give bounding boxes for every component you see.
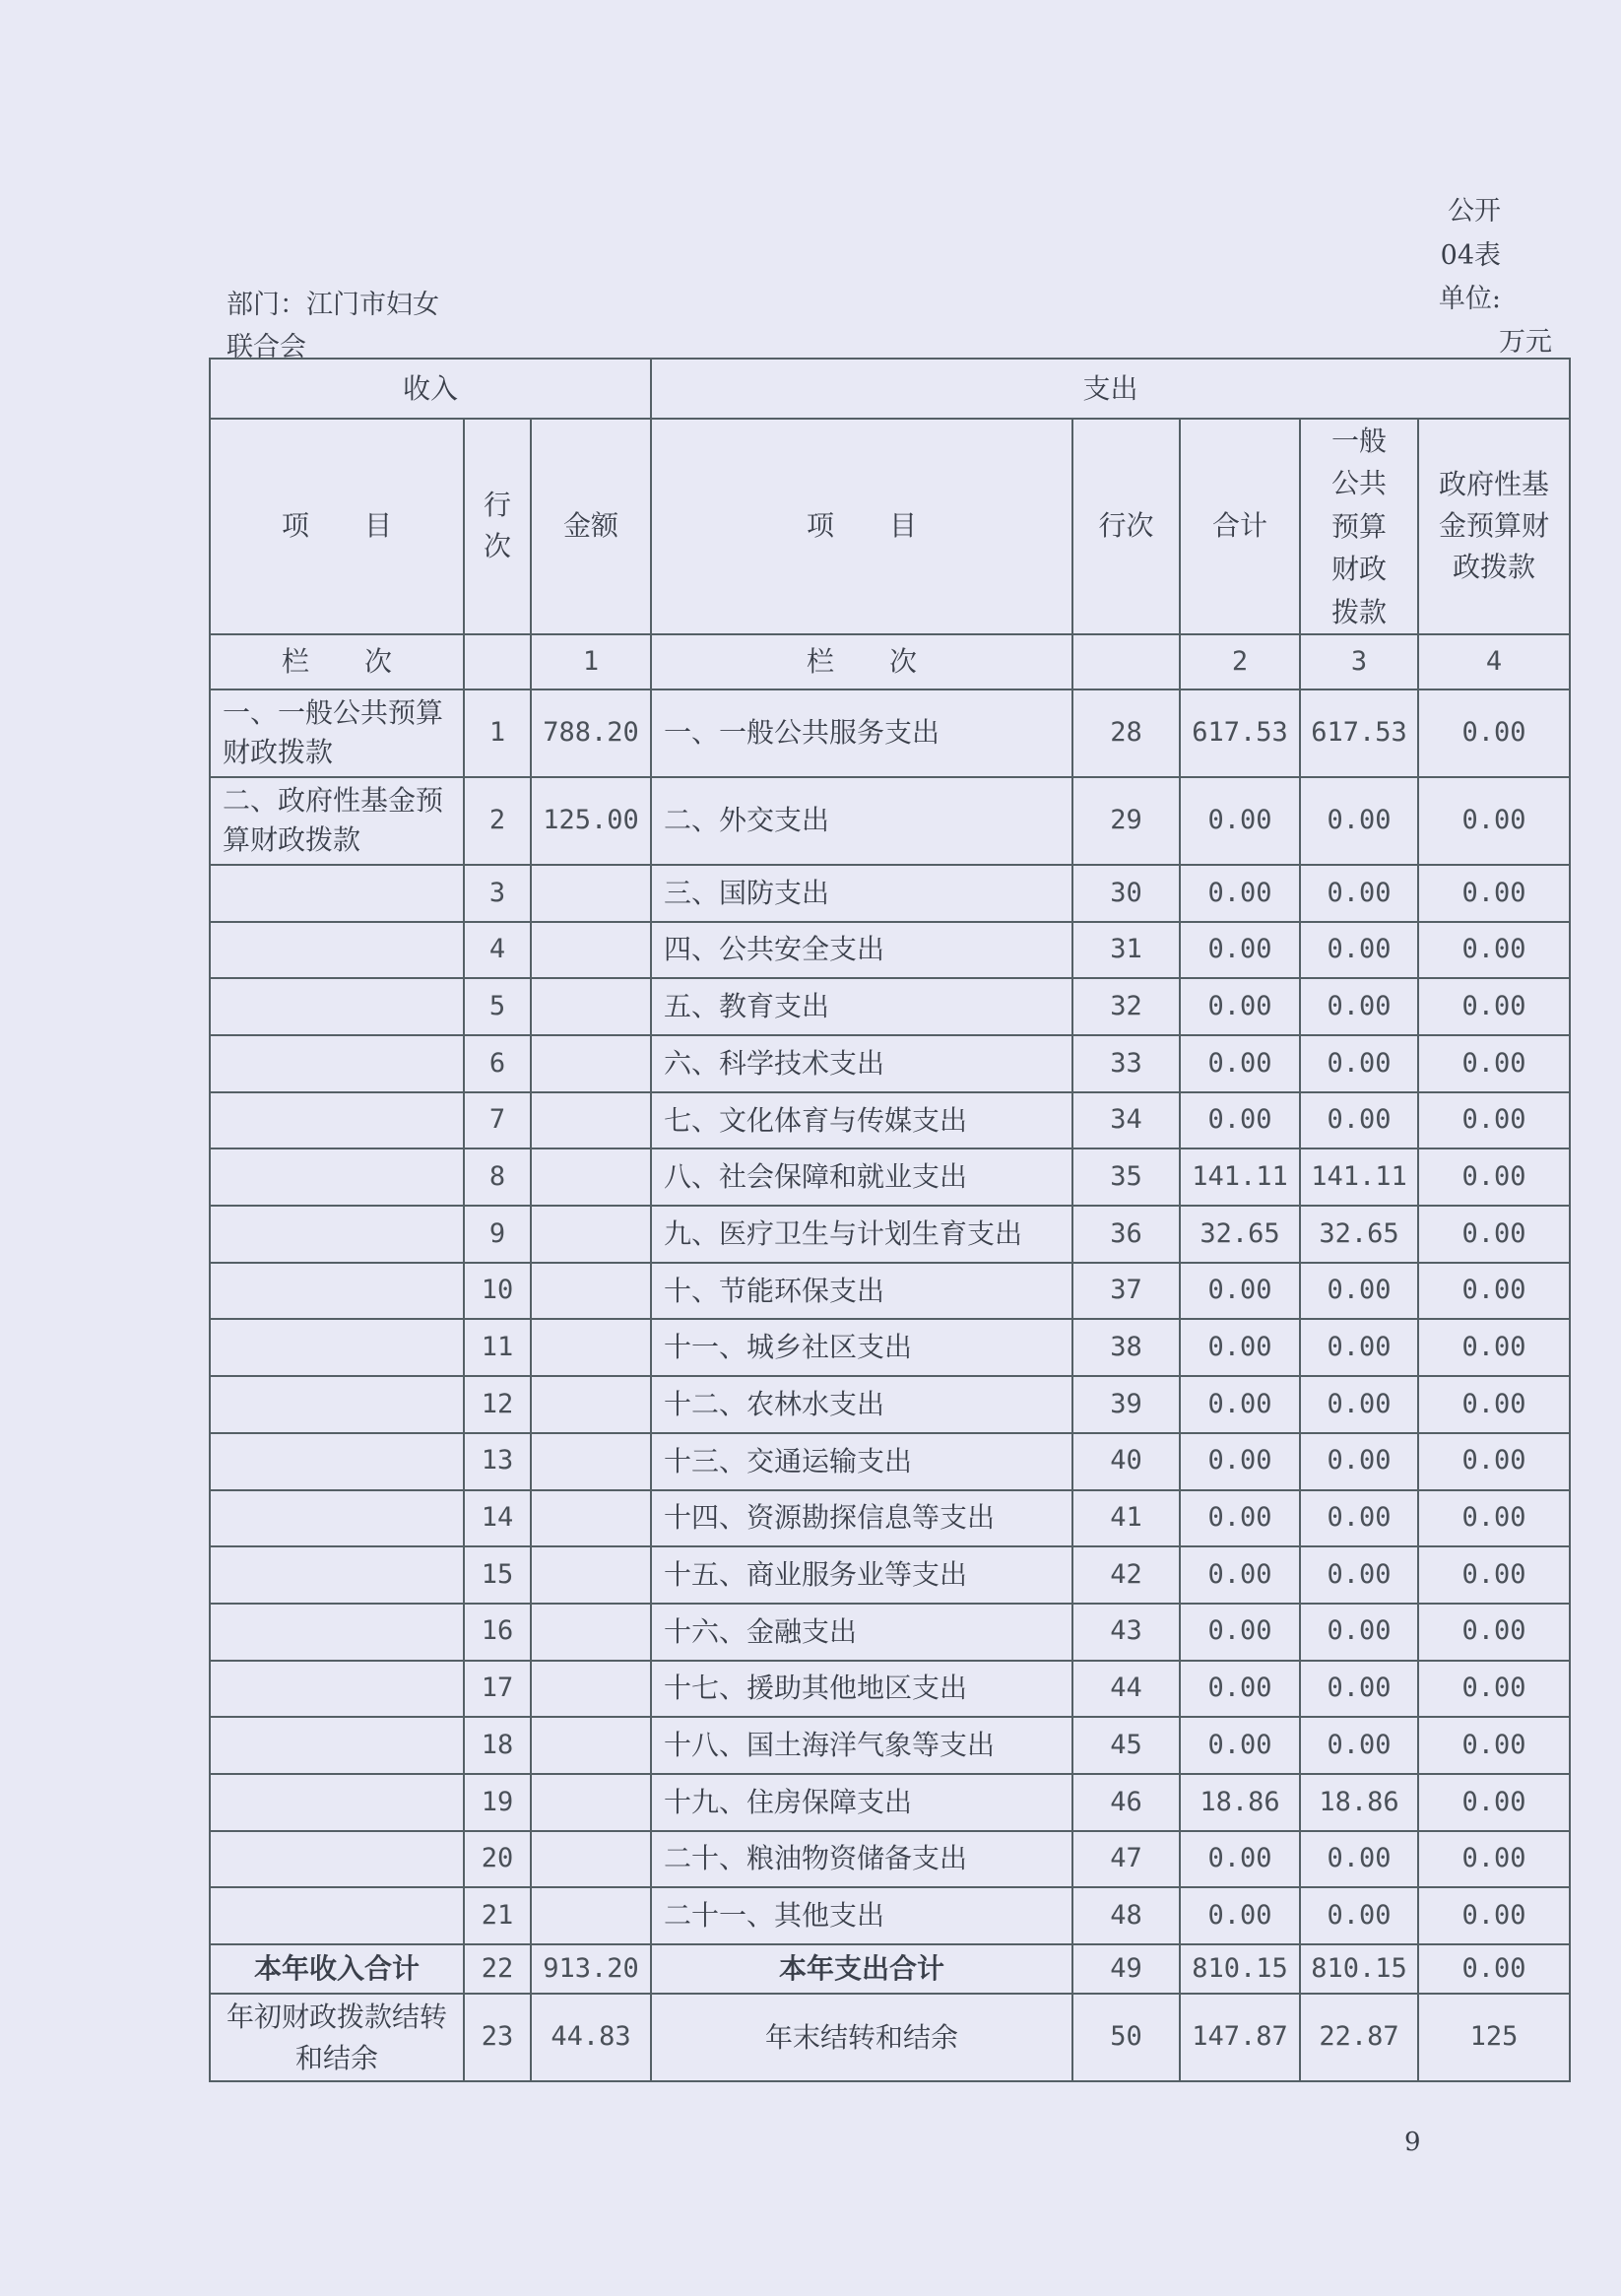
expense-row-no: 44	[1072, 1661, 1180, 1718]
table-number: 04表	[1440, 240, 1501, 271]
income-amount	[531, 1546, 651, 1604]
page-number: 9	[1404, 2128, 1421, 2157]
general-budget-amount: 810.15	[1300, 1944, 1418, 1994]
expense-row-no: 40	[1072, 1433, 1180, 1490]
expense-item: 十七、援助其他地区支出	[651, 1661, 1072, 1718]
fund-budget-amount: 0.00	[1418, 1661, 1570, 1718]
income-row-no: 6	[464, 1035, 531, 1092]
table-row	[210, 1319, 1570, 1376]
column-index-4: 4	[1418, 634, 1570, 689]
unit-value: 万元	[1499, 327, 1552, 358]
income-item: 本年收入合计	[210, 1944, 464, 1994]
income-row-no: 12	[464, 1376, 531, 1433]
income-amount	[531, 978, 651, 1035]
general-budget-amount: 18.86	[1300, 1774, 1418, 1831]
expense-row-no: 49	[1072, 1944, 1180, 1994]
general-budget-amount: 0.00	[1300, 1092, 1418, 1149]
fund-budget-amount: 0.00	[1418, 1490, 1570, 1547]
fund-budget-amount: 0.00	[1418, 1717, 1570, 1774]
income-row-no: 20	[464, 1831, 531, 1888]
expense-column-index-label: 栏 次	[651, 634, 1072, 689]
general-budget-amount: 0.00	[1300, 1319, 1418, 1376]
fund-budget-amount: 0.00	[1418, 689, 1570, 777]
expense-total: 0.00	[1180, 1546, 1300, 1604]
expense-row-no: 45	[1072, 1717, 1180, 1774]
table-row	[210, 1831, 1570, 1888]
fund-budget-amount: 0.00	[1418, 1148, 1570, 1206]
general-budget-amount: 0.00	[1300, 865, 1418, 922]
income-item	[210, 1035, 464, 1092]
income-column-index-label: 栏 次	[210, 634, 464, 689]
expense-row-no: 35	[1072, 1148, 1180, 1206]
table-row	[210, 1546, 1570, 1604]
table-row	[210, 1035, 1570, 1092]
table-row	[210, 1376, 1570, 1433]
general-budget-amount: 0.00	[1300, 1831, 1418, 1888]
income-amount	[531, 1717, 651, 1774]
empty-cell	[1072, 634, 1180, 689]
income-item	[210, 1717, 464, 1774]
income-item-header: 项 目	[210, 419, 464, 634]
expense-total: 0.00	[1180, 1661, 1300, 1718]
expense-item: 二十一、其他支出	[651, 1887, 1072, 1944]
fund-budget-amount: 0.00	[1418, 1319, 1570, 1376]
income-amount	[531, 1092, 651, 1149]
table-row	[210, 1206, 1570, 1263]
income-header: 收入	[210, 359, 651, 419]
budget-table	[209, 358, 1571, 2082]
expense-total: 18.86	[1180, 1774, 1300, 1831]
income-amount	[531, 1035, 651, 1092]
general-budget-amount: 0.00	[1300, 1433, 1418, 1490]
expense-total: 0.00	[1180, 777, 1300, 865]
expense-total: 0.00	[1180, 1092, 1300, 1149]
income-row-no: 13	[464, 1433, 531, 1490]
income-row-no: 9	[464, 1206, 531, 1263]
general-budget-amount: 0.00	[1300, 1887, 1418, 1944]
expense-item: 十五、商业服务业等支出	[651, 1546, 1072, 1604]
expense-total: 0.00	[1180, 1831, 1300, 1888]
table-row	[210, 1263, 1570, 1320]
income-amount	[531, 1831, 651, 1888]
expense-total: 0.00	[1180, 1433, 1300, 1490]
column-index-3: 3	[1300, 634, 1418, 689]
fund-budget-amount: 0.00	[1418, 1035, 1570, 1092]
table-row	[210, 1148, 1570, 1206]
income-row-no: 4	[464, 922, 531, 979]
expense-total: 0.00	[1180, 1887, 1300, 1944]
income-item: 二、政府性基金预算财政拨款	[210, 777, 464, 865]
expense-item: 三、国防支出	[651, 865, 1072, 922]
income-amount	[531, 1319, 651, 1376]
expense-total: 0.00	[1180, 1319, 1300, 1376]
income-row-no: 14	[464, 1490, 531, 1547]
expense-row-no: 43	[1072, 1604, 1180, 1661]
expense-row-no: 28	[1072, 689, 1180, 777]
general-budget-amount: 0.00	[1300, 1661, 1418, 1718]
expense-total: 0.00	[1180, 1035, 1300, 1092]
income-amount	[531, 1148, 651, 1206]
expense-item: 十四、资源勘探信息等支出	[651, 1490, 1072, 1547]
fund-budget-amount: 0.00	[1418, 1206, 1570, 1263]
table-row	[210, 1490, 1570, 1547]
general-budget-amount: 0.00	[1300, 1546, 1418, 1604]
general-budget-amount: 0.00	[1300, 1717, 1418, 1774]
fund-budget-amount: 125	[1418, 1994, 1570, 2081]
income-amount: 125.00	[531, 777, 651, 865]
general-budget-amount: 0.00	[1300, 1035, 1418, 1092]
expense-total: 0.00	[1180, 922, 1300, 979]
expense-item: 本年支出合计	[651, 1944, 1072, 1994]
table-row	[210, 1092, 1570, 1149]
income-item	[210, 865, 464, 922]
income-row-no: 10	[464, 1263, 531, 1320]
income-row-no: 5	[464, 978, 531, 1035]
table-row	[210, 1887, 1570, 1944]
income-item	[210, 1376, 464, 1433]
fund-budget-amount: 0.00	[1418, 1887, 1570, 1944]
fund-budget-amount: 0.00	[1418, 865, 1570, 922]
income-amount	[531, 1263, 651, 1320]
expense-total: 617.53	[1180, 689, 1300, 777]
expense-row-no-header: 行次	[1072, 419, 1180, 634]
income-amount	[531, 1604, 651, 1661]
expense-total: 0.00	[1180, 1490, 1300, 1547]
table-row	[210, 777, 1570, 865]
income-row-no: 22	[464, 1944, 531, 1994]
expense-total: 0.00	[1180, 865, 1300, 922]
expense-item: 七、文化体育与传媒支出	[651, 1092, 1072, 1149]
income-row-no: 19	[464, 1774, 531, 1831]
income-amount: 788.20	[531, 689, 651, 777]
expense-row-no: 48	[1072, 1887, 1180, 1944]
expense-total: 147.87	[1180, 1994, 1300, 2081]
income-item	[210, 1546, 464, 1604]
income-row-no-header: 行 次	[464, 419, 531, 634]
fund-budget-header: 政府性基金预算财政拨款	[1418, 419, 1570, 634]
expense-row-no: 37	[1072, 1263, 1180, 1320]
expense-item: 年末结转和结余	[651, 1994, 1072, 2081]
expense-row-no: 34	[1072, 1092, 1180, 1149]
department-line1: 部门：江门市妇女	[227, 290, 439, 320]
fund-budget-amount: 0.00	[1418, 1944, 1570, 1994]
expense-item: 十、节能环保支出	[651, 1263, 1072, 1320]
income-item	[210, 1490, 464, 1547]
expense-total: 0.00	[1180, 1604, 1300, 1661]
expense-item: 四、公共安全支出	[651, 922, 1072, 979]
expense-row-no: 29	[1072, 777, 1180, 865]
expense-item: 二十、粮油物资储备支出	[651, 1831, 1072, 1888]
table-row	[210, 1774, 1570, 1831]
amount-header: 金额	[531, 419, 651, 634]
expense-total: 32.65	[1180, 1206, 1300, 1263]
general-budget-amount: 0.00	[1300, 1263, 1418, 1320]
expense-total: 810.15	[1180, 1944, 1300, 1994]
fund-budget-amount: 0.00	[1418, 777, 1570, 865]
expense-row-no: 32	[1072, 978, 1180, 1035]
fund-budget-amount: 0.00	[1418, 1263, 1570, 1320]
income-item	[210, 1604, 464, 1661]
expense-row-no: 47	[1072, 1831, 1180, 1888]
column-index-2: 2	[1180, 634, 1300, 689]
income-item: 年初财政拨款结转和结余	[210, 1994, 464, 2081]
income-item	[210, 1319, 464, 1376]
expense-row-no: 46	[1072, 1774, 1180, 1831]
expense-total: 0.00	[1180, 1717, 1300, 1774]
income-item	[210, 1148, 464, 1206]
expense-row-no: 41	[1072, 1490, 1180, 1547]
income-row-no: 23	[464, 1994, 531, 2081]
income-row-no: 1	[464, 689, 531, 777]
income-amount	[531, 1887, 651, 1944]
expense-row-no: 42	[1072, 1546, 1180, 1604]
total-header: 合计	[1180, 419, 1300, 634]
income-amount	[531, 1774, 651, 1831]
column-index-1: 1	[531, 634, 651, 689]
income-row-no: 11	[464, 1319, 531, 1376]
income-amount: 913.20	[531, 1944, 651, 1994]
expense-item-header: 项 目	[651, 419, 1072, 634]
expense-item: 五、教育支出	[651, 978, 1072, 1035]
income-amount	[531, 865, 651, 922]
fund-budget-amount: 0.00	[1418, 1774, 1570, 1831]
income-item	[210, 1206, 464, 1263]
table-row	[210, 1717, 1570, 1774]
expense-item: 六、科学技术支出	[651, 1035, 1072, 1092]
table-row	[210, 1661, 1570, 1718]
expense-total: 0.00	[1180, 1376, 1300, 1433]
income-row-no: 16	[464, 1604, 531, 1661]
general-budget-amount: 22.87	[1300, 1994, 1418, 2081]
income-amount	[531, 922, 651, 979]
income-row-no: 17	[464, 1661, 531, 1718]
table-row	[210, 1944, 1570, 1994]
income-item	[210, 1887, 464, 1944]
expense-row-no: 30	[1072, 865, 1180, 922]
expense-row-no: 39	[1072, 1376, 1180, 1433]
income-item	[210, 922, 464, 979]
expense-total: 0.00	[1180, 978, 1300, 1035]
expense-row-no: 31	[1072, 922, 1180, 979]
income-amount	[531, 1433, 651, 1490]
expense-item: 十六、金融支出	[651, 1604, 1072, 1661]
income-row-no: 18	[464, 1717, 531, 1774]
fund-budget-amount: 0.00	[1418, 1546, 1570, 1604]
income-row-no: 8	[464, 1148, 531, 1206]
income-item	[210, 1774, 464, 1831]
general-budget-amount: 0.00	[1300, 1490, 1418, 1547]
general-budget-amount: 0.00	[1300, 777, 1418, 865]
expense-header: 支出	[651, 359, 1570, 419]
expense-row-no: 33	[1072, 1035, 1180, 1092]
income-item: 一、一般公共预算财政拨款	[210, 689, 464, 777]
table-row	[210, 1994, 1570, 2081]
table-row	[210, 1604, 1570, 1661]
general-budget-amount: 617.53	[1300, 689, 1418, 777]
fund-budget-amount: 0.00	[1418, 1092, 1570, 1149]
expense-item: 八、社会保障和就业支出	[651, 1148, 1072, 1206]
general-budget-header: 一般公共预算财政拨款	[1300, 419, 1418, 634]
income-row-no: 3	[464, 865, 531, 922]
general-budget-amount: 32.65	[1300, 1206, 1418, 1263]
fund-budget-amount: 0.00	[1418, 1604, 1570, 1661]
expense-item: 十八、国土海洋气象等支出	[651, 1717, 1072, 1774]
income-row-no: 21	[464, 1887, 531, 1944]
expense-item: 九、医疗卫生与计划生育支出	[651, 1206, 1072, 1263]
expense-item: 十九、住房保障支出	[651, 1774, 1072, 1831]
unit-label: 单位:	[1438, 284, 1501, 314]
fund-budget-amount: 0.00	[1418, 922, 1570, 979]
expense-row-no: 36	[1072, 1206, 1180, 1263]
fund-budget-amount: 0.00	[1418, 978, 1570, 1035]
expense-total: 0.00	[1180, 1263, 1300, 1320]
table-row	[210, 1433, 1570, 1490]
income-item	[210, 1831, 464, 1888]
fund-budget-amount: 0.00	[1418, 1433, 1570, 1490]
empty-cell	[464, 634, 531, 689]
expense-item: 二、外交支出	[651, 777, 1072, 865]
public-label: 公开	[1448, 196, 1501, 227]
expense-item: 十三、交通运输支出	[651, 1433, 1072, 1490]
table-row	[210, 978, 1570, 1035]
income-amount	[531, 1490, 651, 1547]
department-line2: 联合会	[227, 332, 306, 362]
fund-budget-amount: 0.00	[1418, 1831, 1570, 1888]
income-item	[210, 1092, 464, 1149]
income-item	[210, 1433, 464, 1490]
income-item	[210, 1263, 464, 1320]
table-row	[210, 922, 1570, 979]
income-row-no: 15	[464, 1546, 531, 1604]
expense-row-no: 50	[1072, 1994, 1180, 2081]
income-item	[210, 978, 464, 1035]
income-amount	[531, 1661, 651, 1718]
general-budget-amount: 141.11	[1300, 1148, 1418, 1206]
income-amount: 44.83	[531, 1994, 651, 2081]
table-row	[210, 865, 1570, 922]
general-budget-amount: 0.00	[1300, 1604, 1418, 1661]
income-amount	[531, 1206, 651, 1263]
fund-budget-amount: 0.00	[1418, 1376, 1570, 1433]
income-amount	[531, 1376, 651, 1433]
general-budget-amount: 0.00	[1300, 1376, 1418, 1433]
expense-item: 十一、城乡社区支出	[651, 1319, 1072, 1376]
income-item	[210, 1661, 464, 1718]
expense-row-no: 38	[1072, 1319, 1180, 1376]
general-budget-amount: 0.00	[1300, 978, 1418, 1035]
table-row	[210, 689, 1570, 777]
expense-item: 一、一般公共服务支出	[651, 689, 1072, 777]
general-budget-amount: 0.00	[1300, 922, 1418, 979]
income-row-no: 7	[464, 1092, 531, 1149]
income-row-no: 2	[464, 777, 531, 865]
expense-item: 十二、农林水支出	[651, 1376, 1072, 1433]
expense-total: 141.11	[1180, 1148, 1300, 1206]
